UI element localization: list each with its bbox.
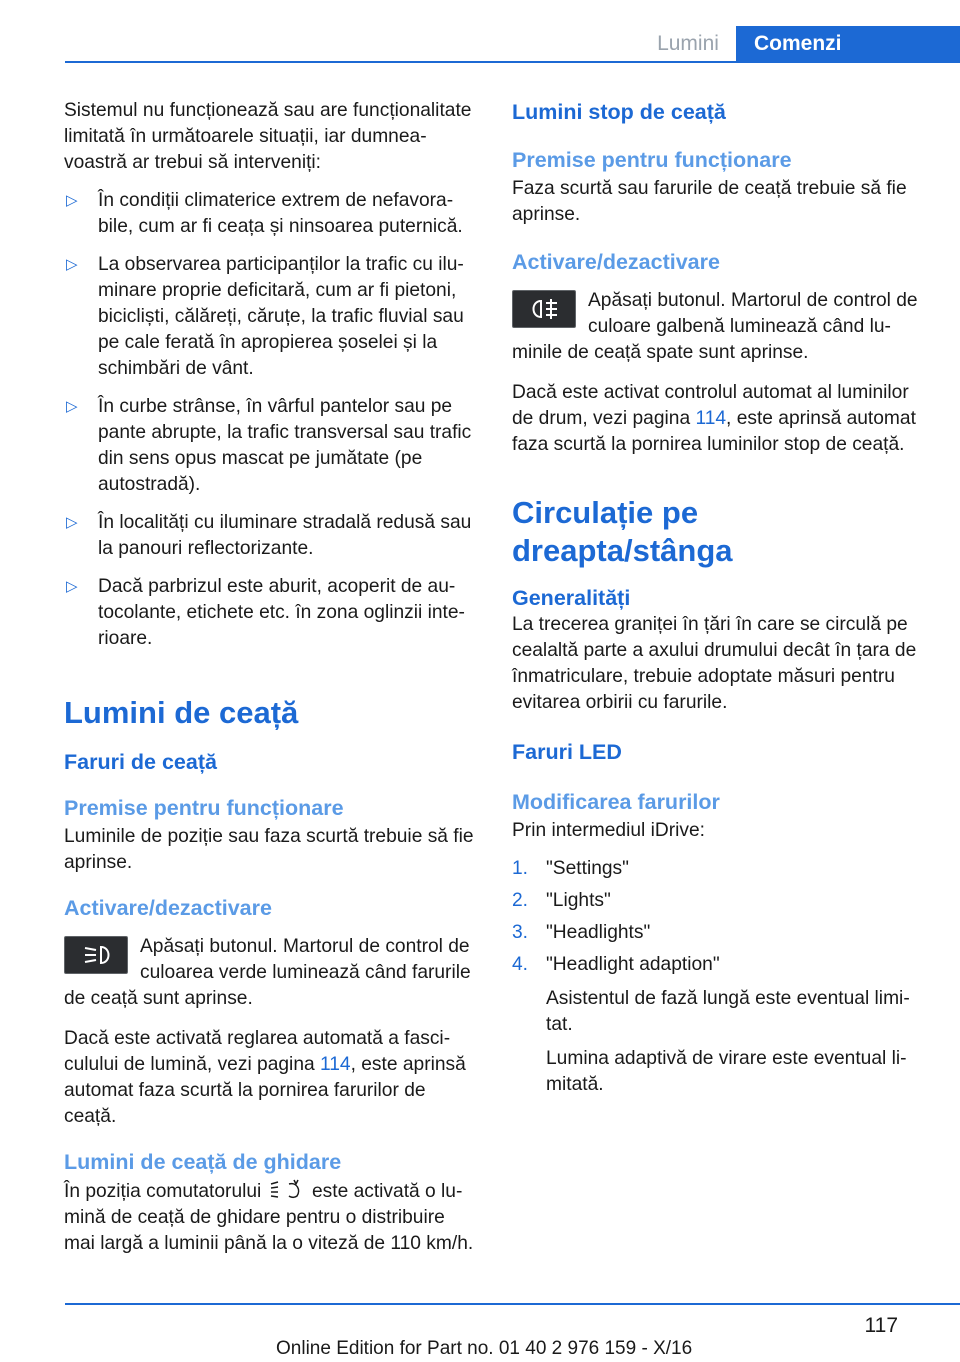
front-fog-light-button-icon [64, 936, 128, 974]
header-rule [65, 61, 960, 63]
heading-guide-fog: Lumini de ceață de ghidare [64, 1150, 342, 1174]
section-title-traffic-side: Circulație pe dreapta/stânga [512, 495, 733, 568]
tab-lumini[interactable]: Lumini [657, 32, 719, 55]
list-item [64, 252, 478, 382]
step-note: Lumina adaptivă de virare este eventual limitată. [546, 1048, 907, 1095]
auto-control-text: Dacă este activat controlul automat al luminilor de drum, vezi pagina 114, este aprinsă automat faza scurtă la pornirea luminilor stop de ceață. [512, 382, 916, 455]
subsection-title-led: Faruri LED [512, 740, 622, 764]
list-item [64, 510, 478, 562]
list-item-text: La observarea participanților la trafic cu iluminare proprie deficitară, cum ar fi pietoni, bicicliști, călăreți, căruțe, la trafic fluvial sau pe cale ferată în apropierea șoselei și la schimbări de vânt. [98, 254, 464, 379]
header-tab-bar [0, 0, 960, 62]
heading-activation: Activare/dezactivare [512, 250, 720, 274]
list-item: 1. "Settings" [512, 858, 629, 879]
heading-modify-headlights: Modificarea farurilor [512, 790, 720, 814]
subsection-title-front-fog: Faruri de ceață [64, 750, 217, 774]
triangle-bullet-icon: ▷ [66, 256, 78, 273]
section-title-fog-lights: Lumini de ceață [64, 695, 299, 730]
subsection-title-general: Generalități [512, 586, 631, 610]
page-link[interactable]: 114 [320, 1054, 351, 1075]
list-item: 4. "Headlight adaption" [512, 954, 720, 975]
page-link[interactable]: 114 [695, 408, 727, 429]
list-item: 2. "Lights" [512, 890, 611, 911]
list-item [64, 188, 478, 240]
idrive-steps [512, 856, 926, 978]
list-item-text: În localități cu iluminare stradală redusă sau la panouri reflectorizante. [98, 512, 472, 559]
list-item-text: În curbe strânse, în vârful pantelor sau pe pante abrupte, la trafic transversal sau trafic din sens opus mascat pe jumătate (pe autostradă). [98, 396, 472, 495]
triangle-bullet-icon: ▷ [66, 398, 78, 415]
heading-premise: Premise pentru funcționare [512, 148, 792, 172]
right-column [512, 98, 926, 1098]
guide-text: În poziția comutatorului este activată o lumină de ceață de ghidare pentru o distribuire mai largă a luminii până la o viteză de 110 km/h. [64, 1178, 478, 1257]
triangle-bullet-icon: ▷ [66, 192, 78, 209]
intro-paragraph: Sistemul nu funcționează sau are funcționalitate limitată în următoarele situații, iar dumneavoastră ar trebui să interveniți: [64, 100, 472, 173]
triangle-bullet-icon: ▷ [66, 514, 78, 531]
list-item [64, 394, 478, 498]
rear-fog-light-button-icon [512, 290, 576, 328]
activation-block [512, 288, 926, 366]
activation-block [64, 934, 478, 1012]
tab-comenzi[interactable]: Comenzi [736, 26, 960, 62]
heading-premise: Premise pentru funcționare [64, 796, 344, 820]
list-item [64, 574, 478, 652]
premise-text: Luminile de poziție sau faza scurtă trebuie să fie aprinse. [64, 826, 474, 873]
auto-control-text: Dacă este activată reglarea automată a fasciculului de lumină, vezi pagina 114, este aprinsă automat faza scurtă la pornirea farurilor de ceață. [64, 1028, 466, 1127]
triangle-bullet-icon: ▷ [66, 578, 78, 595]
step-note: Asistentul de fază lungă este eventual limitat. [546, 988, 910, 1035]
list-item-text: În condiții climaterice extrem de nefavorabile, cum ar fi ceața și ninsoarea puternică. [98, 190, 463, 237]
premise-text: Faza scurtă sau farurile de ceață trebuie să fie aprinse. [512, 178, 907, 225]
list-item: 3. "Headlights" [512, 922, 651, 943]
heading-activation: Activare/dezactivare [64, 896, 272, 920]
left-column [64, 98, 478, 1257]
activation-text: Apăsați butonul. Martorul de control de culoare galbenă luminează când luminile de ceață spate sunt aprinse. [512, 290, 918, 363]
edition-footer: Online Edition for Part no. 01 40 2 976 159 - X/16 [276, 1338, 693, 1359]
idrive-intro: Prin intermediul iDrive: [512, 820, 705, 841]
general-text: La trecerea graniței în țări în care se circulă pe cealaltă parte a axului drumului decât în țara de înmatriculare, trebuie adoptate măsuri pentru evitarea orbirii cu farurile. [512, 614, 917, 713]
subsection-title-rear-fog: Lumini stop de ceață [512, 100, 726, 124]
situation-list [64, 188, 478, 652]
list-item-text: Dacă parbrizul este aburit, acoperit de autocolante, etichete etc. în zona oglinzii interioare. [98, 576, 465, 649]
fog-guide-light-switch-icon [267, 1178, 307, 1198]
footer-rule [65, 1303, 960, 1305]
page-number: 117 [864, 1314, 898, 1337]
activation-text: Apăsați butonul. Martorul de control de culoarea verde luminează când farurile de ceață sunt aprinse. [64, 936, 471, 1009]
